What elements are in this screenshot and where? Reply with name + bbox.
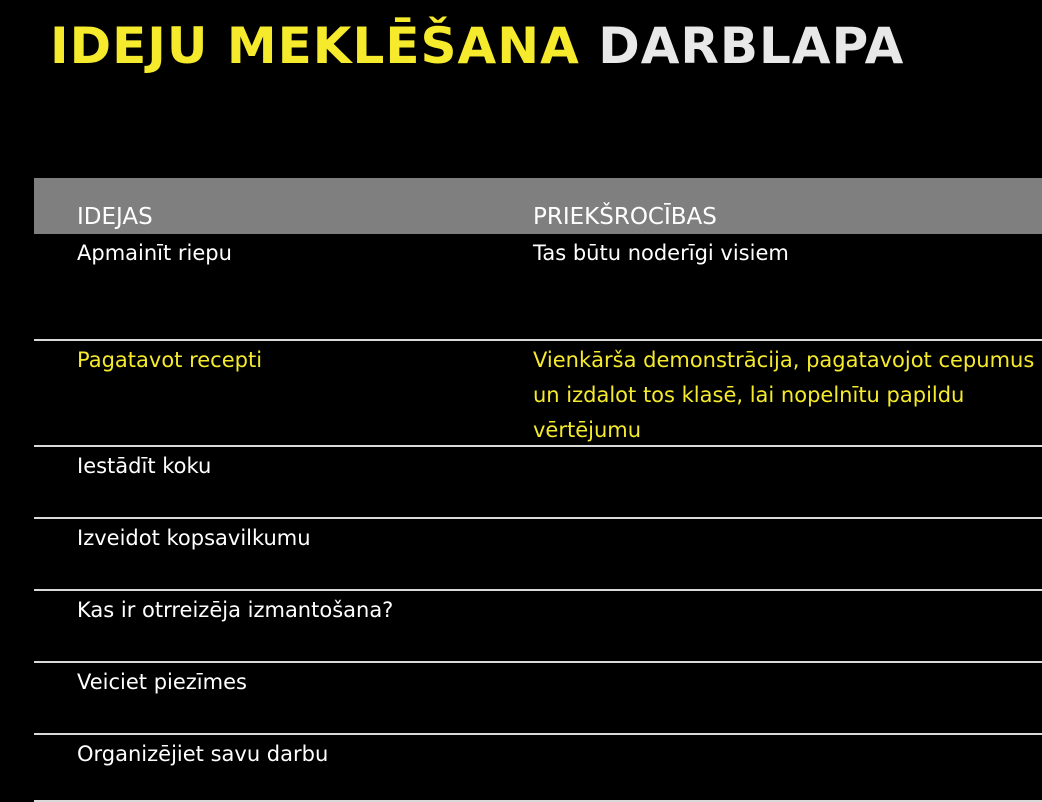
table-header (34, 178, 1042, 234)
idea-cell: Izveidot kopsavilkumu (77, 526, 311, 550)
idea-cell: Veiciet piezīmes (77, 670, 247, 694)
table-row (34, 519, 1042, 591)
table-row (34, 663, 1042, 735)
table-row (34, 735, 1042, 802)
worksheet-table (34, 178, 1042, 802)
idea-cell: Apmainīt riepu (77, 241, 232, 265)
table-row (34, 591, 1042, 663)
table-row (34, 234, 1042, 341)
idea-cell: Kas ir otrreizēja izmantošana? (77, 598, 394, 622)
benefit-cell: Tas būtu noderīgi visiem (533, 241, 789, 265)
idea-cell: Organizējiet savu darbu (77, 742, 329, 766)
page-title (50, 14, 904, 78)
title-rest: DARBLAPA (598, 17, 905, 75)
benefit-cell: Vienkārša demonstrācija, pagatavojot cepumus un izdalot tos klasē, lai nopelnītu papildu vērtējumu (533, 348, 1035, 442)
table-row (34, 447, 1042, 519)
idea-cell: Iestādīt koku (77, 454, 212, 478)
table-row (34, 341, 1042, 447)
column-header-benefits: PRIEKŠROCĪBAS (533, 204, 717, 230)
column-header-ideas: IDEJAS (77, 204, 153, 230)
idea-cell: Pagatavot recepti (77, 348, 263, 372)
title-accent: IDEJU MEKLĒŠANA (50, 17, 580, 75)
